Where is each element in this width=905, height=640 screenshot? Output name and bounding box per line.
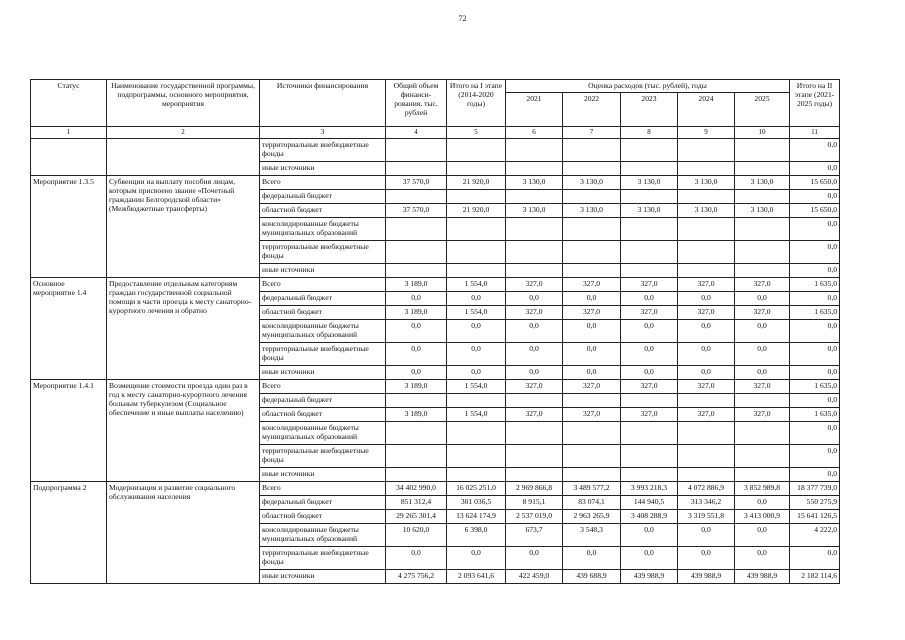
value-cell: 1 554,0 (447, 278, 506, 292)
stage2-total-cell: 0,0 (790, 264, 840, 278)
value-cell (621, 162, 678, 176)
value-cell (386, 264, 447, 278)
stage2-total-cell: 0,0 (790, 320, 840, 343)
value-cell: 3 130,0 (735, 176, 790, 190)
value-cell (447, 422, 506, 445)
value-cell (386, 445, 447, 468)
header-year: 2021 (506, 93, 563, 127)
stage2-total-cell: 0,0 (790, 422, 840, 445)
value-cell: 0,0 (678, 366, 735, 380)
stage2-total-cell: 0,0 (790, 190, 840, 204)
value-cell (621, 264, 678, 278)
source-cell: консолидированные бюджеты муниципальных образований (260, 422, 386, 445)
value-cell (678, 162, 735, 176)
value-cell (735, 422, 790, 445)
value-cell (735, 468, 790, 482)
value-cell (563, 190, 621, 204)
value-cell: 0,0 (621, 547, 678, 570)
value-cell: 3 319 551,8 (678, 510, 735, 524)
value-cell (386, 422, 447, 445)
source-cell: иные источники (260, 366, 386, 380)
value-cell: 0,0 (447, 343, 506, 366)
value-cell (563, 241, 621, 264)
value-cell: 0,0 (563, 320, 621, 343)
value-cell: 327,0 (506, 408, 563, 422)
source-cell: федеральный бюджет (260, 496, 386, 510)
value-cell (621, 139, 678, 162)
value-cell (447, 394, 506, 408)
value-cell: 3 130,0 (506, 176, 563, 190)
value-cell (735, 445, 790, 468)
value-cell (735, 139, 790, 162)
value-cell: 673,7 (506, 524, 563, 547)
value-cell (386, 468, 447, 482)
header-stage2: Итого на II этапе (2021-2025 годы) (790, 80, 840, 127)
stage2-total-cell: 18 377 739,0 (790, 482, 840, 496)
stage2-total-cell: 15 650,0 (790, 176, 840, 190)
value-cell: 0,0 (735, 366, 790, 380)
stage2-total-cell: 550 275,9 (790, 496, 840, 510)
column-number: 9 (678, 127, 735, 139)
table-row (31, 380, 840, 394)
value-cell: 0,0 (506, 320, 563, 343)
stage2-total-cell: 0,0 (790, 343, 840, 366)
value-cell: 0,0 (506, 366, 563, 380)
source-cell: консолидированные бюджеты муниципальных образований (260, 320, 386, 343)
value-cell: 327,0 (621, 408, 678, 422)
source-cell: иные источники (260, 162, 386, 176)
value-cell: 439 988,9 (735, 570, 790, 584)
value-cell (735, 190, 790, 204)
value-cell: 2 969 866,8 (506, 482, 563, 496)
value-cell: 21 920,0 (447, 204, 506, 218)
value-cell: 0,0 (447, 320, 506, 343)
header-stage1: Итого на I этапе (2014-2020 годы) (447, 80, 506, 127)
stage2-total-cell: 1 635,0 (790, 306, 840, 320)
value-cell: 327,0 (678, 380, 735, 394)
value-cell: 0,0 (678, 320, 735, 343)
value-cell (386, 162, 447, 176)
value-cell: 3 993 218,3 (621, 482, 678, 496)
value-cell (563, 422, 621, 445)
value-cell (506, 264, 563, 278)
value-cell: 0,0 (447, 292, 506, 306)
value-cell (506, 422, 563, 445)
value-cell (563, 162, 621, 176)
source-cell: территориальные внебюджетные фонды (260, 241, 386, 264)
value-cell: 439 688,9 (563, 570, 621, 584)
stage2-total-cell: 15 650,0 (790, 204, 840, 218)
source-cell: областной бюджет (260, 408, 386, 422)
value-cell: 327,0 (563, 278, 621, 292)
value-cell: 327,0 (621, 278, 678, 292)
value-cell: 0,0 (563, 366, 621, 380)
value-cell (563, 139, 621, 162)
value-cell: 1 554,0 (447, 380, 506, 394)
header-year: 2022 (563, 93, 621, 127)
value-cell: 327,0 (735, 306, 790, 320)
value-cell: 439 988,9 (678, 570, 735, 584)
header-estimate: Оценка расходов (тыс. рублей), годы (506, 80, 790, 93)
header-total-volume: Общий объем финанси-рования, тыс. рублей (386, 80, 447, 127)
value-cell (735, 241, 790, 264)
value-cell (447, 468, 506, 482)
value-cell (621, 394, 678, 408)
name-cell: Возмещение стоимости проезда один раз в год к месту санаторно-курортного лечения больным туберкулезом (Социальное обеспечение и иные выплаты населению) (107, 380, 260, 482)
value-cell: 8 915,1 (506, 496, 563, 510)
value-cell: 327,0 (563, 306, 621, 320)
value-cell (506, 190, 563, 204)
value-cell: 3 189,0 (386, 380, 447, 394)
value-cell: 0,0 (506, 292, 563, 306)
table-row (31, 482, 840, 496)
value-cell (447, 162, 506, 176)
value-cell: 0,0 (506, 547, 563, 570)
value-cell: 327,0 (678, 306, 735, 320)
value-cell: 3 413 000,9 (735, 510, 790, 524)
stage2-total-cell: 1 635,0 (790, 380, 840, 394)
value-cell (563, 445, 621, 468)
value-cell: 3 130,0 (735, 204, 790, 218)
value-cell (447, 218, 506, 241)
value-cell (735, 394, 790, 408)
column-number: 3 (260, 127, 386, 139)
value-cell: 3 130,0 (621, 176, 678, 190)
column-number: 10 (735, 127, 790, 139)
value-cell: 851 312,4 (386, 496, 447, 510)
value-cell (447, 445, 506, 468)
value-cell: 144 940,5 (621, 496, 678, 510)
stage2-total-cell: 1 635,0 (790, 408, 840, 422)
value-cell: 0,0 (735, 343, 790, 366)
value-cell: 4 275 756,2 (386, 570, 447, 584)
stage2-total-cell: 0,0 (790, 394, 840, 408)
table-row (31, 278, 840, 292)
source-cell: иные источники (260, 570, 386, 584)
value-cell (678, 241, 735, 264)
value-cell: 83 074,1 (563, 496, 621, 510)
value-cell (506, 139, 563, 162)
column-number: 5 (447, 127, 506, 139)
source-cell: федеральный бюджет (260, 190, 386, 204)
value-cell: 0,0 (386, 547, 447, 570)
value-cell: 3 130,0 (621, 204, 678, 218)
value-cell: 439 988,9 (621, 570, 678, 584)
value-cell: 3 130,0 (563, 204, 621, 218)
column-number: 1 (31, 127, 107, 139)
value-cell: 3 489 577,2 (563, 482, 621, 496)
source-cell: территориальные внебюджетные фонды (260, 139, 386, 162)
value-cell: 0,0 (735, 547, 790, 570)
value-cell: 2 537 019,0 (506, 510, 563, 524)
value-cell: 327,0 (563, 408, 621, 422)
value-cell: 0,0 (447, 547, 506, 570)
source-cell: Всего (260, 278, 386, 292)
value-cell: 0,0 (735, 292, 790, 306)
source-cell: областной бюджет (260, 510, 386, 524)
value-cell: 3 408 288,9 (621, 510, 678, 524)
column-number: 8 (621, 127, 678, 139)
source-cell: Всего (260, 482, 386, 496)
value-cell (621, 241, 678, 264)
value-cell (506, 241, 563, 264)
source-cell: областной бюджет (260, 204, 386, 218)
value-cell: 0,0 (678, 343, 735, 366)
column-number: 4 (386, 127, 447, 139)
value-cell (621, 445, 678, 468)
source-cell: Всего (260, 380, 386, 394)
value-cell: 0,0 (735, 320, 790, 343)
column-number: 2 (107, 127, 260, 139)
value-cell: 327,0 (735, 380, 790, 394)
stage2-total-cell: 4 222,0 (790, 524, 840, 547)
source-cell: консолидированные бюджеты муниципальных образований (260, 218, 386, 241)
value-cell (621, 422, 678, 445)
value-cell (447, 190, 506, 204)
status-cell: Мероприятие 1.3.5 (31, 176, 107, 278)
source-cell: Всего (260, 176, 386, 190)
value-cell (506, 445, 563, 468)
column-number: 7 (563, 127, 621, 139)
value-cell (447, 241, 506, 264)
value-cell: 37 570,0 (386, 204, 447, 218)
value-cell: 0,0 (621, 292, 678, 306)
stage2-total-cell: 0,0 (790, 162, 840, 176)
value-cell: 327,0 (735, 278, 790, 292)
value-cell (563, 218, 621, 241)
value-cell (678, 264, 735, 278)
value-cell (678, 445, 735, 468)
header-year: 2023 (621, 93, 678, 127)
value-cell: 3 130,0 (506, 204, 563, 218)
header-status: Статус (31, 80, 107, 127)
value-cell: 313 346,2 (678, 496, 735, 510)
source-cell: территориальные внебюджетные фонды (260, 343, 386, 366)
stage2-total-cell: 0,0 (790, 366, 840, 380)
stage2-total-cell: 0,0 (790, 547, 840, 570)
value-cell (621, 190, 678, 204)
table-row (31, 139, 840, 162)
value-cell (506, 394, 563, 408)
budget-table (30, 79, 840, 584)
value-cell (563, 264, 621, 278)
column-number: 6 (506, 127, 563, 139)
value-cell: 0,0 (678, 547, 735, 570)
value-cell (678, 190, 735, 204)
value-cell: 3 189,0 (386, 408, 447, 422)
value-cell: 2 093 641,6 (447, 570, 506, 584)
value-cell (735, 218, 790, 241)
stage2-total-cell: 2 182 114,6 (790, 570, 840, 584)
source-cell: областной бюджет (260, 306, 386, 320)
value-cell: 34 402 990,0 (386, 482, 447, 496)
value-cell: 3 130,0 (563, 176, 621, 190)
value-cell: 0,0 (621, 524, 678, 547)
value-cell: 0,0 (621, 320, 678, 343)
value-cell: 13 624 174,9 (447, 510, 506, 524)
header-year: 2024 (678, 93, 735, 127)
stage2-total-cell: 0,0 (790, 445, 840, 468)
header-sources: Источники финансирования (260, 80, 386, 127)
value-cell (386, 139, 447, 162)
value-cell: 0,0 (506, 343, 563, 366)
name-cell: Предоставление отдельным категориям граждан государственной социальной помощи в части проезда к месту санаторно-курортного лечения и обратно (107, 278, 260, 380)
value-cell (678, 394, 735, 408)
value-cell: 0,0 (735, 524, 790, 547)
value-cell: 0,0 (447, 366, 506, 380)
value-cell: 327,0 (735, 408, 790, 422)
name-cell: Модернизация и развитие социального обслуживания населения (107, 482, 260, 584)
value-cell (386, 241, 447, 264)
value-cell: 37 570,0 (386, 176, 447, 190)
value-cell: 0,0 (678, 524, 735, 547)
status-cell: Подпрограмма 2 (31, 482, 107, 584)
value-cell: 0,0 (563, 292, 621, 306)
value-cell: 3 189,0 (386, 306, 447, 320)
value-cell: 0,0 (621, 366, 678, 380)
value-cell: 4 072 886,9 (678, 482, 735, 496)
value-cell: 327,0 (506, 380, 563, 394)
value-cell: 21 920,0 (447, 176, 506, 190)
value-cell: 3 189,0 (386, 278, 447, 292)
value-cell (386, 394, 447, 408)
value-cell (386, 190, 447, 204)
value-cell: 327,0 (506, 306, 563, 320)
value-cell: 0,0 (563, 343, 621, 366)
value-cell: 327,0 (621, 380, 678, 394)
value-cell: 3 130,0 (678, 176, 735, 190)
source-cell: консолидированные бюджеты муниципальных образований (260, 524, 386, 547)
value-cell (506, 468, 563, 482)
value-cell: 1 554,0 (447, 306, 506, 320)
value-cell: 0,0 (563, 547, 621, 570)
stage2-total-cell: 15 641 126,5 (790, 510, 840, 524)
value-cell (447, 139, 506, 162)
source-cell: иные источники (260, 264, 386, 278)
value-cell: 0,0 (386, 292, 447, 306)
value-cell (735, 162, 790, 176)
page-number: 72 (458, 14, 467, 23)
value-cell (506, 162, 563, 176)
value-cell (506, 218, 563, 241)
header-name: Наименование государственной программы, подпрограммы, основного мероприятия, мероприятия (107, 80, 260, 127)
value-cell (678, 139, 735, 162)
value-cell (563, 468, 621, 482)
value-cell: 29 265 301,4 (386, 510, 447, 524)
source-cell: территориальные внебюджетные фонды (260, 445, 386, 468)
value-cell: 327,0 (621, 306, 678, 320)
value-cell: 16 025 251,0 (447, 482, 506, 496)
name-cell (107, 139, 260, 176)
value-cell (735, 264, 790, 278)
value-cell: 327,0 (678, 408, 735, 422)
status-cell: Основное мероприятие 1.4 (31, 278, 107, 380)
value-cell: 0,0 (386, 366, 447, 380)
value-cell: 1 554,0 (447, 408, 506, 422)
value-cell (447, 264, 506, 278)
value-cell (621, 218, 678, 241)
value-cell: 0,0 (386, 343, 447, 366)
header-year: 2025 (735, 93, 790, 127)
table-body (31, 139, 840, 584)
column-number: 11 (790, 127, 840, 139)
stage2-total-cell: 0,0 (790, 468, 840, 482)
value-cell: 327,0 (506, 278, 563, 292)
value-cell: 327,0 (678, 278, 735, 292)
value-cell (386, 218, 447, 241)
value-cell (678, 468, 735, 482)
status-cell (31, 139, 107, 176)
stage2-total-cell: 1 635,0 (790, 278, 840, 292)
value-cell: 6 398,0 (447, 524, 506, 547)
stage2-total-cell: 0,0 (790, 292, 840, 306)
source-cell: федеральный бюджет (260, 394, 386, 408)
status-cell: Мероприятие 1.4.1 (31, 380, 107, 482)
value-cell (678, 218, 735, 241)
stage2-total-cell: 0,0 (790, 139, 840, 162)
name-cell: Субвенции на выплату пособия лицам, которым присвоено звание «Почетный гражданин Белгородской области» (Межбюджетные трансферты) (107, 176, 260, 278)
value-cell: 301 036,5 (447, 496, 506, 510)
value-cell: 10 620,0 (386, 524, 447, 547)
value-cell: 2 963 265,9 (563, 510, 621, 524)
source-cell: иные источники (260, 468, 386, 482)
value-cell: 0,0 (735, 496, 790, 510)
value-cell: 3 130,0 (678, 204, 735, 218)
value-cell (678, 422, 735, 445)
value-cell (621, 468, 678, 482)
source-cell: федеральный бюджет (260, 292, 386, 306)
value-cell (563, 394, 621, 408)
stage2-total-cell: 0,0 (790, 218, 840, 241)
stage2-total-cell: 0,0 (790, 241, 840, 264)
value-cell: 327,0 (563, 380, 621, 394)
value-cell: 3 548,3 (563, 524, 621, 547)
value-cell: 3 852 989,8 (735, 482, 790, 496)
column-number-row (31, 127, 840, 139)
value-cell: 0,0 (386, 320, 447, 343)
table-row (31, 176, 840, 190)
value-cell: 0,0 (621, 343, 678, 366)
value-cell: 422 459,0 (506, 570, 563, 584)
source-cell: территориальные внебюджетные фонды (260, 547, 386, 570)
value-cell: 0,0 (678, 292, 735, 306)
